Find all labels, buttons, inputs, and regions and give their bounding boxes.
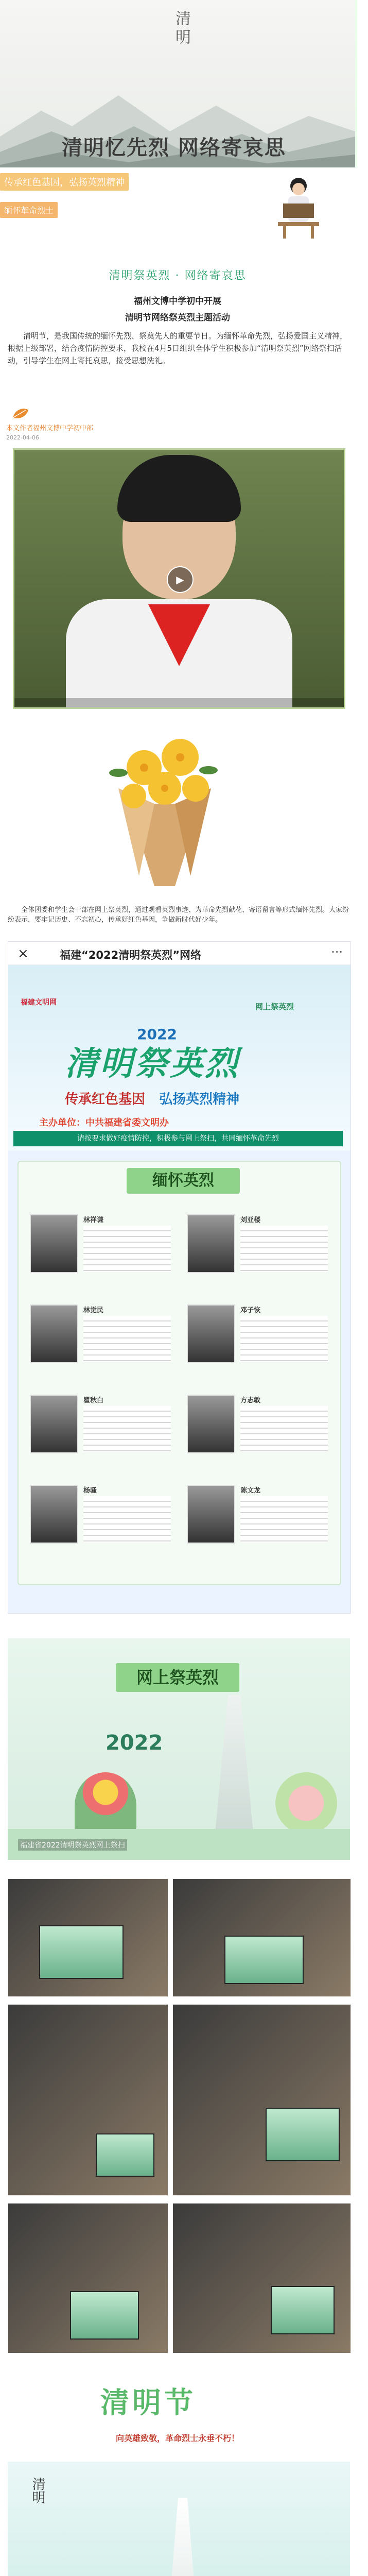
laptop-screen xyxy=(70,2291,139,2340)
mobile-page-title: 福建“2022清明祭英烈”网络 xyxy=(60,949,202,961)
intro-paragraph: 清明节，是我国传统的缅怀先烈、祭奠先人的重要节日。为缅怀革命先烈，弘扬爱国主义精神，根据上级部署，结合疫情防控要求，我校在4月5日组织全体学生积极参加“清明祭英烈”网络祭扫活动，引导学生在网上寄托哀思，接受思想洗礼。 xyxy=(8,331,348,365)
tag-memorial: 缅怀革命烈士 xyxy=(0,202,58,218)
laptop-screen xyxy=(266,2108,340,2161)
section-heading: 清明祭英烈 · 网络寄哀思 xyxy=(109,269,247,282)
hero-photo xyxy=(30,1304,78,1363)
hero-name: 陈文龙 xyxy=(240,1487,261,1495)
hero-name: 邓子恢 xyxy=(240,1307,261,1314)
header-banner xyxy=(0,0,357,167)
activity-title: 清明节网络祭英烈主题活动 xyxy=(125,313,230,323)
school-line: 福州文博中学初中开展 xyxy=(134,296,221,307)
hero-card[interactable] xyxy=(183,1208,332,1291)
laptop-screen xyxy=(39,1925,124,1979)
banner-vertical-text: 清明 xyxy=(172,10,190,47)
notice-strip: 请按要求做好疫情防控，积极参与网上祭扫，共同缅怀革命先烈 xyxy=(13,1131,343,1146)
more-icon[interactable]: ··· xyxy=(331,945,343,959)
ceremony-title: 网上祭英烈 xyxy=(116,1663,239,1692)
laptop-screen xyxy=(96,2133,154,2177)
hero-photo xyxy=(30,1485,78,1544)
hero-bio xyxy=(83,1226,171,1272)
logo-right: 网上祭英烈 xyxy=(255,1002,294,1011)
hero-card[interactable] xyxy=(26,1298,175,1381)
qingming-subtitle: 向英雄致敬，革命烈士永垂不朽！ xyxy=(116,2433,240,2443)
laptop-screen xyxy=(271,2286,335,2334)
online-ceremony-banner xyxy=(8,1638,350,1860)
source-date: 2022-04-06 xyxy=(6,434,39,441)
student-photo xyxy=(8,2004,168,2196)
hero-card[interactable] xyxy=(183,1388,332,1471)
play-icon[interactable]: ▶ xyxy=(167,566,194,593)
student-photo xyxy=(172,2203,351,2353)
ceremony-year: 2022 xyxy=(106,1731,163,1755)
blossom-tree xyxy=(275,1772,337,1834)
hero-bio xyxy=(240,1316,328,1362)
hero-photo xyxy=(187,1304,235,1363)
hero-name: 刘亚楼 xyxy=(240,1216,261,1224)
hero-photo xyxy=(187,1485,235,1544)
mobile-screenshot xyxy=(8,941,351,1614)
chrysanthemum-bouquet xyxy=(98,721,232,891)
banner-title: 清明忆先烈 网络寄哀思 xyxy=(62,135,286,160)
hero-bio xyxy=(83,1406,171,1452)
campaign-hero xyxy=(8,965,351,1150)
student-photo xyxy=(8,2203,168,2353)
hero-name: 杨骚 xyxy=(83,1487,97,1495)
hero-name: 瞿秋白 xyxy=(83,1397,104,1404)
campaign-slogan xyxy=(65,1089,239,1108)
hero-card[interactable] xyxy=(183,1298,332,1381)
logo-left: 福建文明网 xyxy=(21,998,57,1007)
hero-name: 林祥谦 xyxy=(83,1216,104,1224)
monument xyxy=(214,1695,255,1850)
campaign-year: 2022 xyxy=(137,1026,177,1043)
scene-label: 清明 xyxy=(30,2477,45,2504)
student-photo xyxy=(8,1878,168,1997)
mobile-top-bar xyxy=(8,942,351,965)
laptop-screen xyxy=(224,1936,304,1984)
student-photo xyxy=(172,2004,351,2196)
hero-name: 方志敏 xyxy=(240,1397,261,1404)
slogan-b: 弘扬英烈精神 xyxy=(159,1092,240,1107)
qingming-title: 清明节 xyxy=(100,2386,196,2420)
scene-monument xyxy=(167,2498,198,2576)
hero-bio xyxy=(240,1406,328,1452)
hero-name: 林觉民 xyxy=(83,1307,104,1314)
heroes-section xyxy=(17,1161,341,1585)
heroes-section-title: 缅怀英烈 xyxy=(127,1168,240,1194)
hero-photo xyxy=(187,1214,235,1273)
hero-bio xyxy=(240,1496,328,1543)
source-author[interactable]: 本文作者福州文博中学初中部 xyxy=(6,425,94,432)
qingming-title-block xyxy=(8,2370,350,2452)
hero-photo xyxy=(187,1395,235,1453)
leaf-icon xyxy=(10,405,31,420)
reader-illustration xyxy=(268,173,329,240)
hero-bio xyxy=(83,1496,171,1543)
hero-photo xyxy=(30,1214,78,1273)
student-photo xyxy=(172,1878,351,1997)
activity-caption: 全体团委和学生会干部在网上祭英烈，通过观看英烈事迹、为革命先烈献花、寄语留言等形式缅怀先烈。大家纷纷表示，要牢记历史、不忘初心，传承好红色基因，争做新时代好少年。 xyxy=(8,906,349,924)
memorial-scene xyxy=(8,2462,350,2576)
ceremony-watermark: 福建省2022清明祭英烈网上祭扫 xyxy=(18,1839,127,1851)
hero-card[interactable] xyxy=(26,1479,175,1561)
slogan-a: 传承红色基因 xyxy=(65,1092,146,1107)
video-progress-bar[interactable] xyxy=(14,698,344,707)
organizer: 主办单位：中共福建省委文明办 xyxy=(39,1117,169,1128)
hero-card[interactable] xyxy=(26,1208,175,1291)
hero-photo xyxy=(30,1395,78,1453)
tag-inherit: 传承红色基因，弘扬英烈精神 xyxy=(0,173,129,191)
hero-card[interactable] xyxy=(26,1388,175,1471)
hero-bio xyxy=(83,1316,171,1362)
hero-card[interactable] xyxy=(183,1479,332,1561)
close-icon[interactable]: × xyxy=(17,946,29,961)
campaign-title: 清明祭英烈 xyxy=(65,1045,240,1083)
video-player[interactable] xyxy=(13,448,345,709)
hero-bio xyxy=(240,1226,328,1272)
